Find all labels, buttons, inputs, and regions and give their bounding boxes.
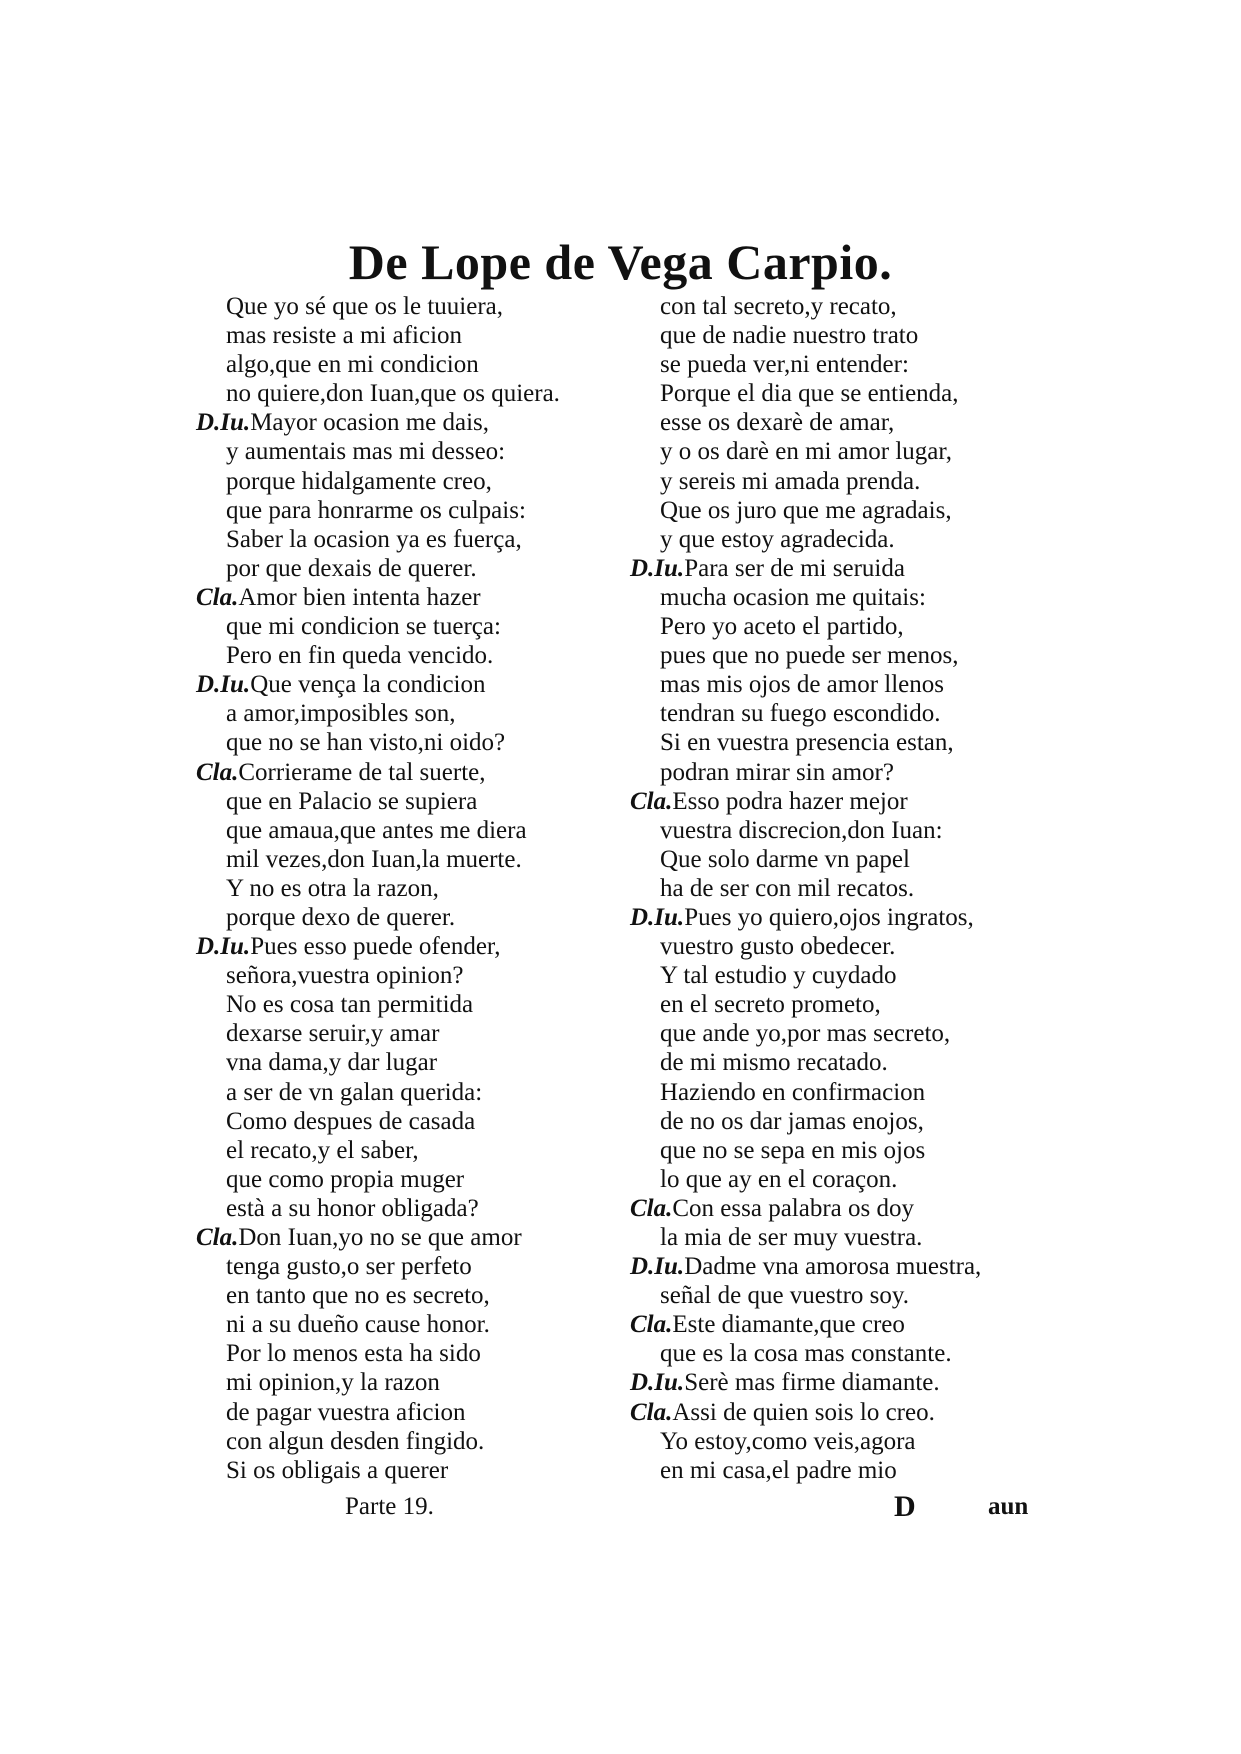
speaker-label: D.Iu. bbox=[630, 1369, 685, 1397]
verse-line bbox=[196, 583, 636, 612]
verse-text: de pagar vuestra aficion bbox=[226, 1398, 466, 1426]
verse-line bbox=[630, 1281, 1060, 1310]
verse-line bbox=[196, 1048, 636, 1077]
verse-text: Pues esso puede ofender, bbox=[250, 933, 501, 961]
verse-line bbox=[196, 787, 636, 816]
verse-line bbox=[196, 932, 636, 961]
verse-text: que es la cosa mas constante. bbox=[660, 1340, 952, 1368]
verse-text: Pero en fin queda vencido. bbox=[226, 642, 494, 670]
verse-text: señora,vuestra opinion? bbox=[226, 962, 464, 990]
verse-text: porque dexo de querer. bbox=[226, 903, 456, 931]
verse-line bbox=[630, 1078, 1060, 1107]
speaker-label: Cla. bbox=[196, 758, 239, 786]
verse-text: con tal secreto,y recato, bbox=[660, 293, 897, 320]
verse-text: mas resiste a mi aficion bbox=[226, 322, 463, 350]
verse-line bbox=[630, 583, 1060, 612]
speaker-label: D.Iu. bbox=[630, 554, 685, 582]
verse-text: Que vença la condicion bbox=[250, 671, 486, 699]
verse-line bbox=[196, 350, 636, 379]
verse-line bbox=[630, 408, 1060, 437]
verse-text: que no se sepa en mis ojos bbox=[660, 1136, 926, 1164]
verse-text: mucha ocasion me quitais: bbox=[660, 583, 926, 611]
verse-text: pues que no puede ser menos, bbox=[660, 642, 959, 670]
verse-text: y que estoy agradecida. bbox=[660, 525, 895, 553]
verse-text: y sereis mi amada prenda. bbox=[660, 467, 921, 495]
verse-line bbox=[630, 961, 1060, 990]
verse-line bbox=[196, 1165, 636, 1194]
verse-line bbox=[630, 496, 1060, 525]
verse-text: que mi condicion se tuerça: bbox=[226, 613, 501, 641]
speaker-label: Cla. bbox=[196, 583, 239, 611]
verse-line bbox=[196, 408, 636, 437]
verse-text: està a su honor obligada? bbox=[226, 1194, 479, 1222]
verse-line bbox=[630, 1310, 1060, 1339]
verse-line bbox=[196, 1339, 636, 1368]
verse-line bbox=[630, 874, 1060, 903]
verse-line bbox=[196, 554, 636, 583]
verse-line bbox=[630, 990, 1060, 1019]
verse-line bbox=[196, 845, 636, 874]
catchword: aun bbox=[988, 1493, 1029, 1520]
verse-line bbox=[630, 728, 1060, 757]
verse-text: Que yo sé que os le tuuiera, bbox=[226, 293, 504, 320]
verse-text: Si os obligais a querer bbox=[226, 1456, 449, 1484]
verse-line bbox=[630, 379, 1060, 408]
verse-text: a ser de vn galan querida: bbox=[226, 1078, 483, 1106]
verse-text: Amor bien intenta hazer bbox=[238, 583, 481, 611]
verse-line bbox=[630, 1107, 1060, 1136]
verse-text: Con essa palabra os doy bbox=[672, 1194, 914, 1222]
speaker-label: D.Iu. bbox=[630, 903, 685, 931]
signature-text: Parte 19. bbox=[345, 1493, 434, 1520]
verse-text: Si en vuestra presencia estan, bbox=[660, 729, 954, 757]
verse-text: esse os dexarè de amar, bbox=[660, 409, 895, 437]
verse-line bbox=[630, 816, 1060, 845]
verse-text: señal de que vuestro soy. bbox=[660, 1282, 910, 1310]
verse-line bbox=[630, 1427, 1060, 1456]
verse-line bbox=[196, 1368, 636, 1397]
verse-text: Dadme vna amorosa muestra, bbox=[684, 1253, 982, 1281]
verse-text: Yo estoy,como veis,agora bbox=[660, 1427, 916, 1455]
verse-line bbox=[630, 1456, 1060, 1485]
verse-text: mas mis ojos de amor llenos bbox=[660, 671, 944, 699]
verse-line bbox=[196, 496, 636, 525]
verse-text: Para ser de mi seruida bbox=[684, 554, 905, 582]
verse-line bbox=[630, 612, 1060, 641]
verse-text: de mi mismo recatado. bbox=[660, 1049, 888, 1077]
verse-line bbox=[630, 903, 1060, 932]
verse-line bbox=[630, 1136, 1060, 1165]
verse-text: la mia de ser muy vuestra. bbox=[660, 1224, 923, 1251]
verse-line bbox=[196, 961, 636, 990]
verse-line bbox=[196, 321, 636, 350]
verse-text: a amor,imposibles son, bbox=[226, 700, 456, 728]
verse-line bbox=[630, 292, 1060, 321]
verse-text: vna dama,y dar lugar bbox=[226, 1049, 438, 1077]
verse-line bbox=[196, 1456, 636, 1485]
verse-text: Porque el dia que se entienda, bbox=[660, 380, 959, 408]
verse-text: tenga gusto,o ser perfeto bbox=[226, 1253, 472, 1281]
verse-line bbox=[630, 699, 1060, 728]
verse-text: tendran su fuego escondido. bbox=[660, 700, 941, 728]
verse-line bbox=[630, 1339, 1060, 1368]
speaker-label: Cla. bbox=[630, 1311, 673, 1339]
verse-line bbox=[630, 437, 1060, 466]
verse-line bbox=[196, 1427, 636, 1456]
verse-text: y o os darè en mi amor lugar, bbox=[660, 438, 952, 466]
speaker-label: D.Iu. bbox=[196, 933, 251, 961]
verse-text: algo,que en mi condicion bbox=[226, 351, 479, 379]
verse-text: el recato,y el saber, bbox=[226, 1136, 419, 1164]
verse-text: Esso podra hazer mejor bbox=[672, 787, 908, 815]
verse-line bbox=[630, 1165, 1060, 1194]
verse-line bbox=[196, 699, 636, 728]
verse-text: Serè mas firme diamante. bbox=[684, 1369, 940, 1397]
verse-text: Que os juro que me agradais, bbox=[660, 496, 952, 524]
verse-line bbox=[196, 903, 636, 932]
verse-line bbox=[196, 641, 636, 670]
verse-text: ha de ser con mil recatos. bbox=[660, 874, 915, 902]
verse-line bbox=[196, 612, 636, 641]
verse-line bbox=[196, 1107, 636, 1136]
verse-text: por que dexais de querer. bbox=[226, 554, 477, 582]
verse-line bbox=[196, 816, 636, 845]
verse-line bbox=[630, 787, 1060, 816]
left-column bbox=[196, 292, 636, 1485]
verse-text: vuestro gusto obedecer. bbox=[660, 933, 896, 961]
verse-text: Saber la ocasion ya es fuerça, bbox=[226, 525, 522, 553]
speaker-label: D.Iu. bbox=[196, 671, 251, 699]
verse-line bbox=[196, 670, 636, 699]
verse-text: que amaua,que antes me diera bbox=[226, 816, 527, 844]
verse-text: Que solo darme vn papel bbox=[660, 845, 910, 873]
verse-text: Haziendo en confirmacion bbox=[660, 1078, 926, 1106]
verse-line bbox=[630, 845, 1060, 874]
speaker-label: Cla. bbox=[196, 1224, 239, 1251]
verse-text: mi opinion,y la razon bbox=[226, 1369, 440, 1397]
verse-text: de no os dar jamas enojos, bbox=[660, 1107, 924, 1135]
verse-text: lo que ay en el coraçon. bbox=[660, 1165, 898, 1193]
verse-line bbox=[196, 728, 636, 757]
verse-text: podran mirar sin amor? bbox=[660, 758, 894, 786]
verse-text: que para honrarme os culpais: bbox=[226, 496, 526, 524]
verse-text: que no se han visto,ni oido? bbox=[226, 729, 506, 757]
verse-text: Pues yo quiero,ojos ingratos, bbox=[684, 903, 974, 931]
speaker-label: Cla. bbox=[630, 787, 673, 815]
verse-line bbox=[630, 554, 1060, 583]
verse-text: no quiere,don Iuan,que os quiera. bbox=[226, 380, 560, 408]
verse-line bbox=[630, 758, 1060, 787]
verse-line bbox=[630, 350, 1060, 379]
verse-line bbox=[630, 932, 1060, 961]
signature-mark: D bbox=[894, 1490, 916, 1523]
verse-line bbox=[630, 1252, 1060, 1281]
verse-line bbox=[196, 1194, 636, 1223]
speaker-label: Cla. bbox=[630, 1398, 673, 1426]
verse-line bbox=[196, 525, 636, 554]
verse-text: que de nadie nuestro trato bbox=[660, 322, 919, 350]
speaker-label: D.Iu. bbox=[630, 1253, 685, 1281]
verse-line bbox=[196, 292, 636, 321]
verse-line bbox=[630, 1019, 1060, 1048]
verse-line bbox=[196, 758, 636, 787]
verse-text: dexarse seruir,y amar bbox=[226, 1020, 440, 1048]
verse-line bbox=[630, 1368, 1060, 1397]
verse-text: porque hidalgamente creo, bbox=[226, 467, 492, 495]
verse-line bbox=[630, 321, 1060, 350]
verse-line bbox=[196, 1281, 636, 1310]
verse-line bbox=[630, 1223, 1060, 1252]
verse-text: No es cosa tan permitida bbox=[226, 991, 474, 1019]
verse-text: Por lo menos esta ha sido bbox=[226, 1340, 481, 1368]
speaker-label: D.Iu. bbox=[196, 409, 251, 437]
verse-line bbox=[630, 1398, 1060, 1427]
verse-text: Este diamante,que creo bbox=[672, 1311, 905, 1339]
verse-line bbox=[630, 1048, 1060, 1077]
verse-text: en tanto que no es secreto, bbox=[226, 1282, 490, 1310]
verse-line bbox=[196, 1310, 636, 1339]
verse-text: en mi casa,el padre mio bbox=[660, 1456, 897, 1484]
verse-text: Assi de quien sois lo creo. bbox=[672, 1398, 935, 1426]
verse-text: Pero yo aceto el partido, bbox=[660, 613, 904, 641]
verse-line bbox=[196, 1136, 636, 1165]
verse-line bbox=[630, 1194, 1060, 1223]
verse-text: mil vezes,don Iuan,la muerte. bbox=[226, 845, 522, 873]
verse-line bbox=[630, 641, 1060, 670]
verse-line bbox=[196, 1078, 636, 1107]
verse-text: que en Palacio se supiera bbox=[226, 787, 478, 815]
verse-line bbox=[196, 1223, 636, 1252]
verse-line bbox=[630, 670, 1060, 699]
running-head: De Lope de Vega Carpio. bbox=[348, 234, 893, 290]
verse-text: Como despues de casada bbox=[226, 1107, 476, 1135]
verse-line bbox=[630, 467, 1060, 496]
verse-text: que ande yo,por mas secreto, bbox=[660, 1020, 951, 1048]
verse-text: vuestra discrecion,don Iuan: bbox=[660, 816, 943, 844]
verse-text: que como propia muger bbox=[226, 1165, 465, 1193]
verse-text: Mayor ocasion me dais, bbox=[250, 409, 490, 437]
verse-text: con algun desden fingido. bbox=[226, 1427, 485, 1455]
verse-line bbox=[196, 467, 636, 496]
verse-text: Y tal estudio y cuydado bbox=[660, 962, 897, 990]
verse-line bbox=[196, 990, 636, 1019]
verse-text: en el secreto prometo, bbox=[660, 991, 881, 1019]
verse-text: Don Iuan,yo no se que amor bbox=[238, 1224, 522, 1251]
speaker-label: Cla. bbox=[630, 1194, 673, 1222]
verse-text: y aumentais mas mi desseo: bbox=[226, 438, 506, 466]
verse-text: ni a su dueño cause honor. bbox=[226, 1311, 490, 1339]
verse-line bbox=[196, 437, 636, 466]
verse-line bbox=[196, 874, 636, 903]
verse-text: se pueda ver,ni entender: bbox=[660, 351, 909, 379]
verse-text: Y no es otra la razon, bbox=[226, 874, 439, 902]
right-column bbox=[630, 292, 1060, 1485]
verse-line bbox=[196, 1252, 636, 1281]
verse-line bbox=[196, 379, 636, 408]
verse-line bbox=[196, 1019, 636, 1048]
verse-line bbox=[630, 525, 1060, 554]
verse-line bbox=[196, 1398, 636, 1427]
verse-text: Corrierame de tal suerte, bbox=[238, 758, 486, 786]
